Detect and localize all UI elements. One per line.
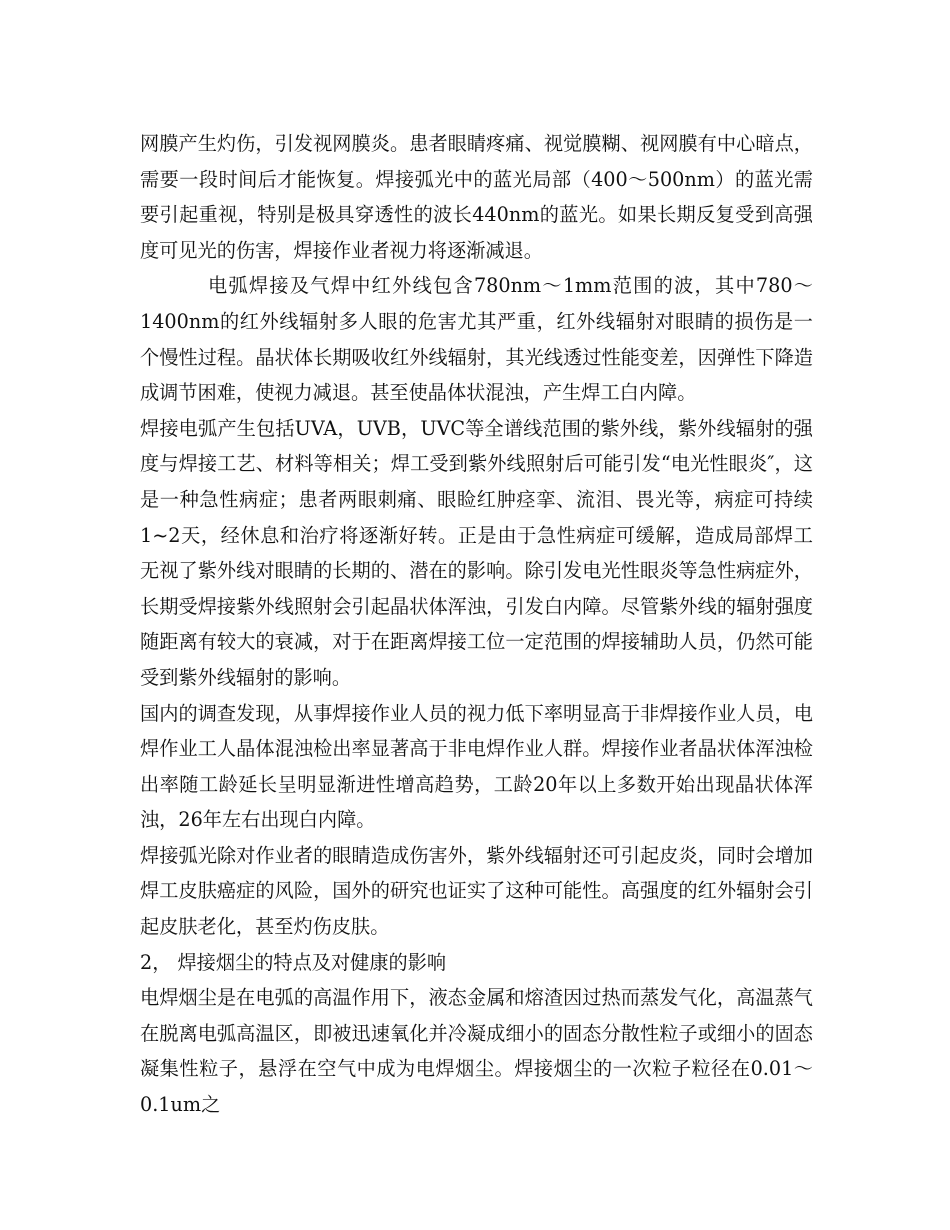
paragraph-ultraviolet: 焊接电弧产生包括UVA，UVB，UVC等全谱线范围的紫外线，紫外线辐射的强度与焊接工艺、材料等相关；焊工受到紫外线照射后可能引发“电光性眼炎″，这是一种急性病症；患者两眼刺痛、眼睑红肿痉挛、流泪、畏光等，病症可持续1~2天，经休息和治疗将逐渐好转。正是由于急性病症可缓解，造成局部焊工无视了紫外线对眼睛的长期的、潜在的影响。除引发电光性眼炎等急性病症外，长期受焊接紫外线照射会引起晶状体浑浊，引发白内障。尽管紫外线的辐射强度随距离有较大的衰减，对于在距离焊接工位一定范围的焊接辅助人员，仍然可能受到紫外线辐射的影响。 bbox=[140, 416, 813, 689]
document-body bbox=[140, 126, 813, 1123]
paragraph-retina-blue-light: 网膜产生灼伤，引发视网膜炎。患者眼睛疼痛、视觉膜糊、视网膜有中心暗点，需要一段时间后才能恢复。焊接弧光中的蓝光局部（400～500nm）的蓝光需要引起重视，特别是极具穿透性的波长440nm的蓝光。如果长期反复受到高强度可见光的伤害，焊接作业者视力将逐渐减退。 bbox=[140, 132, 813, 262]
paragraph-skin-damage: 焊接弧光除对作业者的眼睛造成伤害外，紫外线辐射还可引起皮炎，同时会增加焊工皮肤癌症的风险，国外的研究也证实了这种可能性。高强度的红外辐射会引起皮肤老化，甚至灼伤皮肤。 bbox=[140, 843, 813, 939]
paragraph-infrared: 电弧焊接及气焊中红外线包含780nm～1mm范围的波，其中780～1400nm的红外线辐射多人眼的危害尤其严重，红外线辐射对眼睛的损伤是一个慢性过程。晶状体长期吸收红外线辐射，其光线透过性能变差，因弹性下降造成调节困难，使视力减退。甚至使晶体状混浊，产生焊工白内障。 bbox=[140, 274, 813, 405]
paragraph-welding-fume: 电焊烟尘是在电弧的高温作用下，液态金属和熔渣因过热而蒸发气化，高温蒸气在脱离电弧高温区，即被迅速氧化并冷凝成细小的固态分散性粒子或细小的固态凝集性粒子，悬浮在空气中成为电焊烟尘。焊接烟尘的一次粒子粒径在0.01～0.1um之 bbox=[140, 986, 813, 1117]
section-heading-welding-fume: 2， 焊接烟尘的特点及对健康的影响 bbox=[140, 950, 447, 974]
paragraph-domestic-survey: 国内的调查发现，从事焊接作业人员的视力低下率明显高于非焊接作业人员，电焊作业工人晶体混浊检出率显著高于非电焊作业人群。焊接作业者晶状体浑浊检出率随工龄延长呈明显渐进性增高趋势，工龄20年以上多数开始出现晶状体浑浊，26年左右出现白内障。 bbox=[140, 701, 813, 832]
